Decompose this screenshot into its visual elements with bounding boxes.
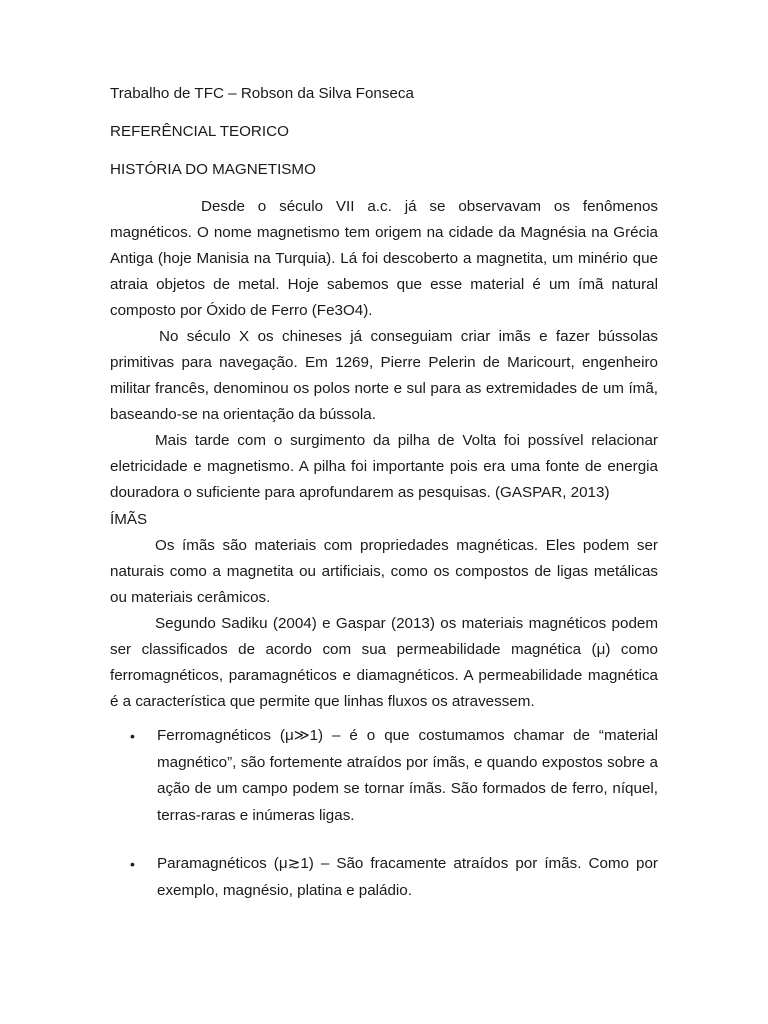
history-paragraph-3: Mais tarde com o surgimento da pilha de Volta foi possível relacionar eletricidade e magnetismo. A pilha foi importante pois era uma fonte de energia douradora o suficiente para aprofundarem as pesquisas. (GASPAR, 2013) bbox=[110, 432, 658, 501]
imas-paragraph-1: Os ímãs são materiais com propriedades magnéticas. Eles podem ser naturais como a magnetita ou artificiais, como os compostos de ligas metálicas ou materiais cerâmicos. bbox=[110, 537, 658, 606]
history-paragraph-2: No século X os chineses já conseguiam criar imãs e fazer bússolas primitivas para navegação. Em 1269, Pierre Pelerin de Maricourt, engenheiro militar francês, denominou os polos norte e sul para as extremidades de um ímã, baseando-se na orientação da bússola. bbox=[110, 328, 658, 423]
materials-bullet-list bbox=[110, 723, 658, 904]
bullet-icon: • bbox=[130, 856, 135, 872]
bullet-text-paramagneticos: Paramagnéticos (μ≳1) – São fracamente atraídos por ímãs. Como por exemplo, magnésio, platina e paládio. bbox=[157, 855, 658, 899]
bullet-text-ferromagneticos: Ferromagnéticos (μ≫1) – é o que costumamos chamar de “material magnético”, são fortemente atraídos por ímãs, e quando expostos sobre a ação de um campo podem se tornar ímãs. São formados de ferro, níquel, terras-raras e inúmeras ligas. bbox=[157, 727, 658, 824]
history-paragraph-1: Desde o século VII a.c. já se observavam os fenômenos magnéticos. O nome magnetismo tem origem na cidade da Magnésia na Grécia Antiga (hoje Manisia na Turquia). Lá foi descoberto a magnetita, um minério que atraia objetos de metal. Hoje sabemos que esse material é um ímã natural composto por Óxido de Ferro (Fe3O4). bbox=[110, 198, 658, 319]
list-item bbox=[110, 851, 658, 904]
imas-paragraph-2: Segundo Sadiku (2004) e Gaspar (2013) os materiais magnéticos podem ser classificados de acordo com sua permeabilidade magnética (μ) como ferromagnéticos, paramagnéticos e diamagnéticos. A permeabilidade magnética é a característica que permite que linhas fluxos os atravessem. bbox=[110, 615, 658, 710]
imas-heading: ÍMÃS bbox=[110, 511, 148, 528]
document-page bbox=[110, 84, 658, 904]
section-heading: REFERÊNCIAL TEORICO bbox=[110, 123, 289, 140]
subsection-heading: HISTÓRIA DO MAGNETISMO bbox=[110, 161, 316, 178]
list-item bbox=[110, 723, 658, 829]
document-title-line: Trabalho de TFC – Robson da Silva Fonseca bbox=[110, 85, 414, 102]
bullet-icon: • bbox=[130, 728, 135, 744]
